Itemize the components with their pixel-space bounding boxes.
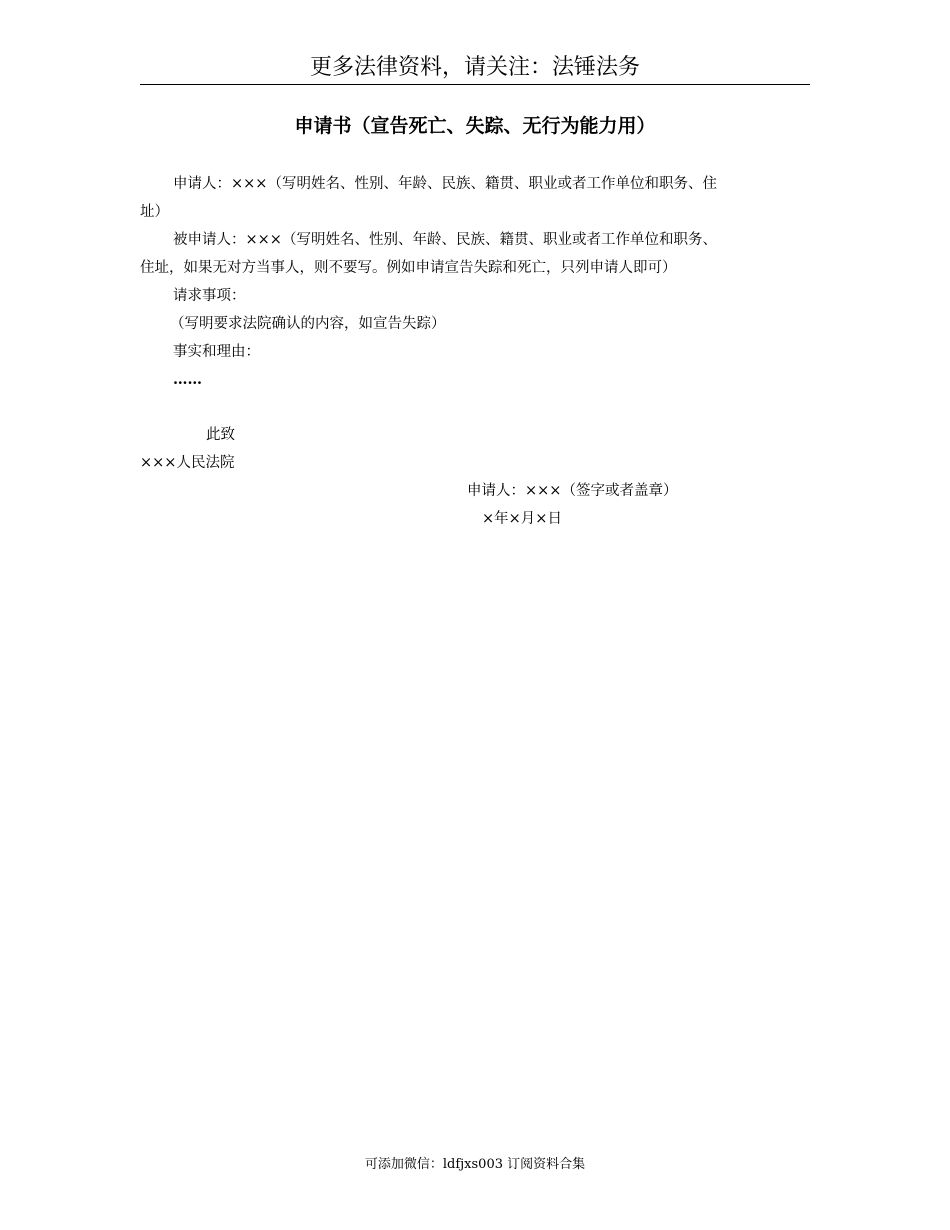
salutation: 此致: [206, 427, 235, 443]
facts-ellipsis: ……: [173, 371, 202, 388]
signature-line: 申请人：×××（签字或者盖章）: [467, 483, 678, 499]
facts-label: 事实和理由：: [173, 344, 260, 360]
document-title: 申请书（宣告死亡、失踪、无行为能力用）: [294, 115, 656, 137]
date-line: ×年×月×日: [482, 511, 562, 527]
header-text: 更多法律资料，请关注：法锤法务: [309, 55, 640, 80]
respondent-paragraph: 被申请人：×××（写明姓名、性别、年龄、民族、籍贯、职业或者工作单位和职务、住址，如果无对方当事人，则不要写。例如申请宣告失踪和死亡，只列申请人即可）: [140, 232, 717, 276]
page-footer: 可添加微信：ldfjxs003 订阅资料合集: [364, 1157, 586, 1172]
claims-hint: （写明要求法院确认的内容，如宣告失踪）: [170, 316, 446, 332]
document-body: [140, 170, 730, 394]
applicant-paragraph: 申请人：×××（写明姓名、性别、年龄、民族、籍贯、职业或者工作单位和职务、住址）: [140, 176, 717, 220]
claims-label: 请求事项：: [173, 288, 246, 304]
page-header: [140, 52, 810, 85]
court-name: ×××人民法院: [140, 455, 235, 471]
